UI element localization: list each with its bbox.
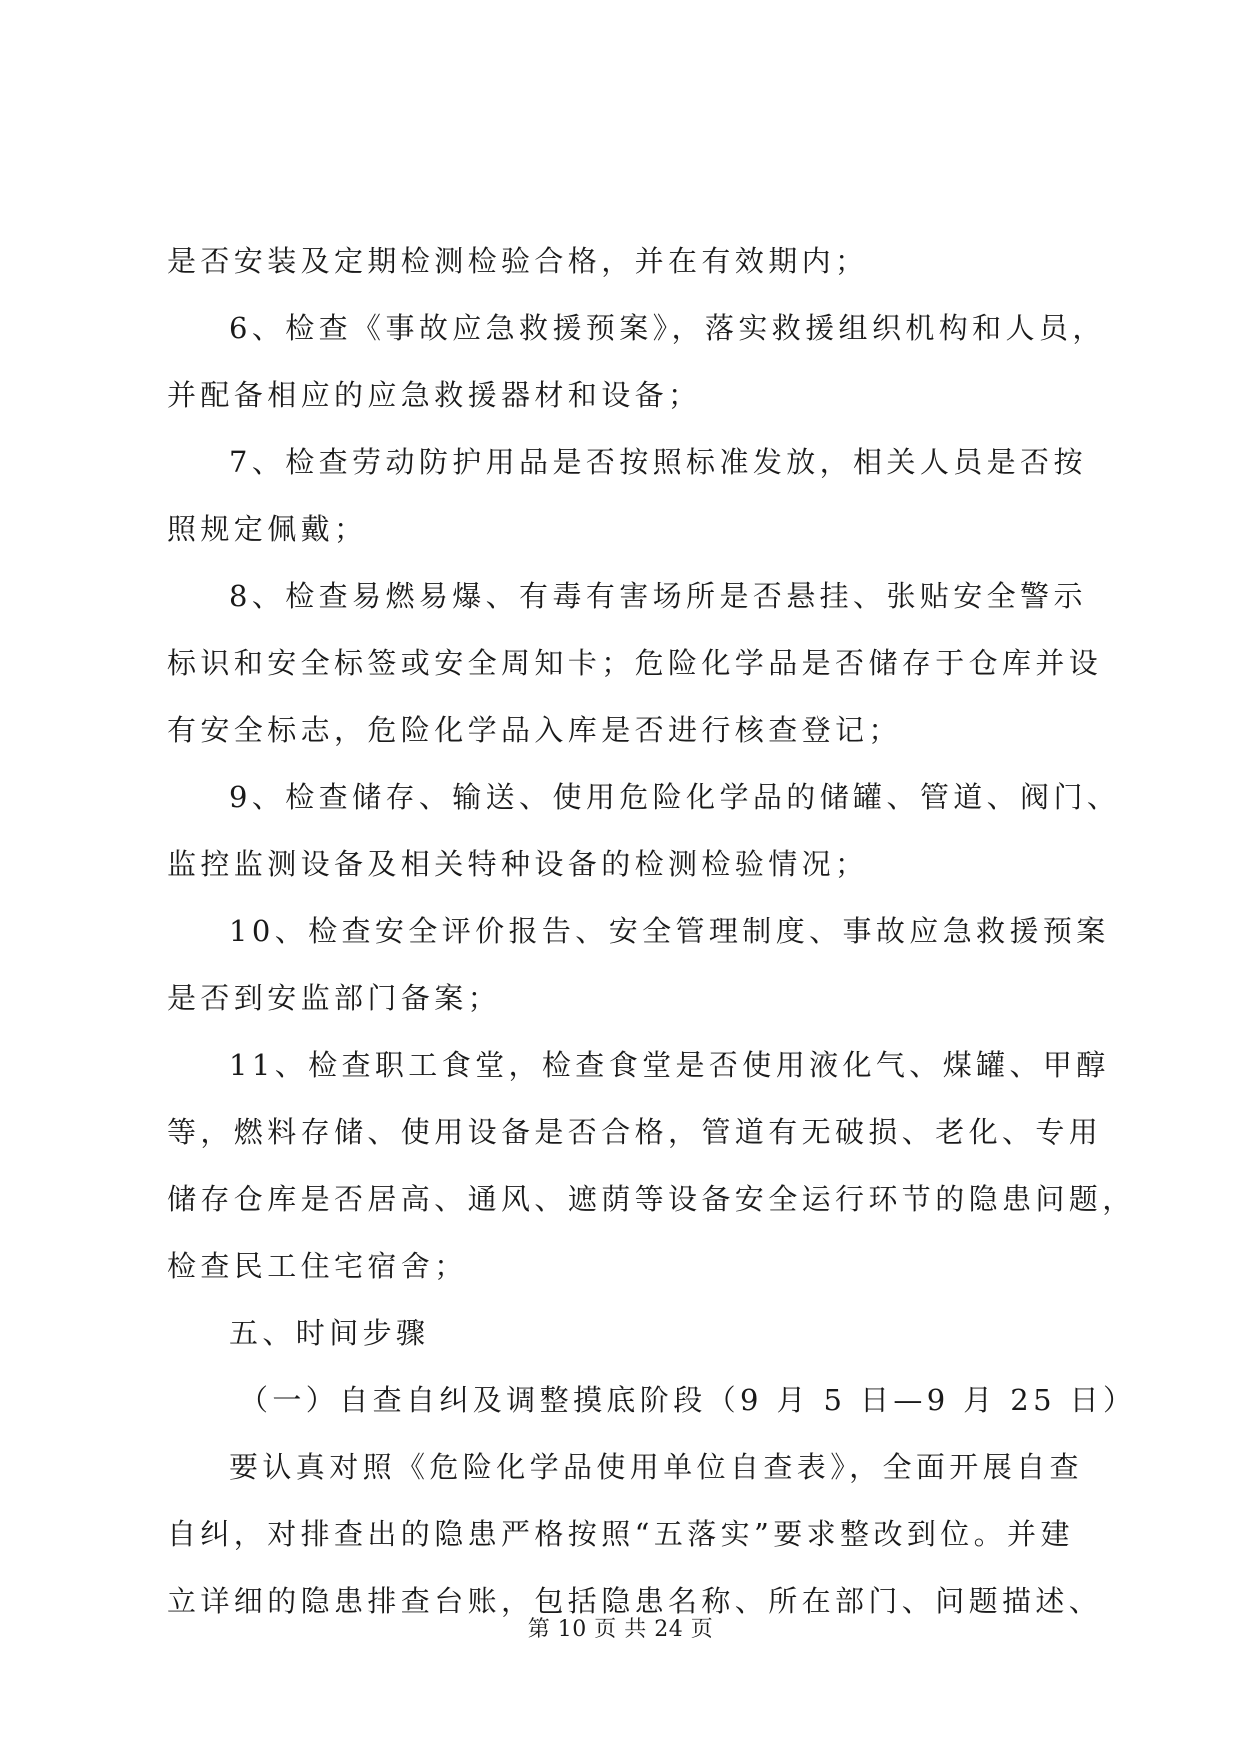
text-line: 立详细的隐患排查台账，包括隐患名称、所在部门、问题描述、 bbox=[167, 1584, 1103, 1618]
text-line: 有安全标志，危险化学品入库是否进行核查登记； bbox=[167, 713, 902, 747]
text-line: 7、检查劳动防护用品是否按照标准发放，相关人员是否按 bbox=[229, 445, 1087, 479]
text-line: 6、检查《事故应急救援预案》，落实救援组织机构和人员， bbox=[229, 311, 1106, 345]
text-line: 标识和安全标签或安全周知卡；危险化学品是否储存于仓库并设 bbox=[167, 646, 1103, 680]
section-heading: 五、时间步骤 bbox=[229, 1316, 430, 1350]
text-line: 照规定佩戴； bbox=[167, 512, 368, 546]
text-line: 并配备相应的应急救援器材和设备； bbox=[167, 378, 702, 412]
text-line: 是否到安监部门备案； bbox=[167, 981, 502, 1015]
text-line: 8、检查易燃易爆、有毒有害场所是否悬挂、张贴安全警示 bbox=[229, 579, 1087, 613]
document-body bbox=[167, 228, 1137, 1635]
text-line: 要认真对照《危险化学品使用单位自查表》，全面开展自查 bbox=[229, 1450, 1083, 1484]
text-line: 监控监测设备及相关特种设备的检测检验情况； bbox=[167, 847, 869, 881]
text-line: 检查民工住宅宿舍； bbox=[167, 1249, 468, 1283]
text-line: 是否安装及定期检测检验合格，并在有效期内； bbox=[167, 244, 869, 278]
text-line: 11、检查职工食堂，检查食堂是否使用液化气、煤罐、甲醇 bbox=[229, 1048, 1110, 1082]
subsection-heading: （一）自查自纠及调整摸底阶段（9 月 5 日—9 月 25 日） bbox=[239, 1383, 1137, 1417]
text-line: 10、检查安全评价报告、安全管理制度、事故应急救援预案 bbox=[229, 914, 1110, 948]
text-line: 自纠，对排查出的隐患严格按照“五落实”要求整改到位。并建 bbox=[167, 1517, 1074, 1551]
text-line: 等，燃料存储、使用设备是否合格，管道有无破损、老化、专用 bbox=[167, 1115, 1103, 1149]
text-line: 9、检查储存、输送、使用危险化学品的储罐、管道、阀门、 bbox=[229, 780, 1121, 814]
text-line: 储存仓库是否居高、通风、遮荫等设备安全运行环节的隐患问题， bbox=[167, 1182, 1136, 1216]
page-number-footer: 第 10 页 共 24 页 bbox=[527, 1617, 714, 1642]
